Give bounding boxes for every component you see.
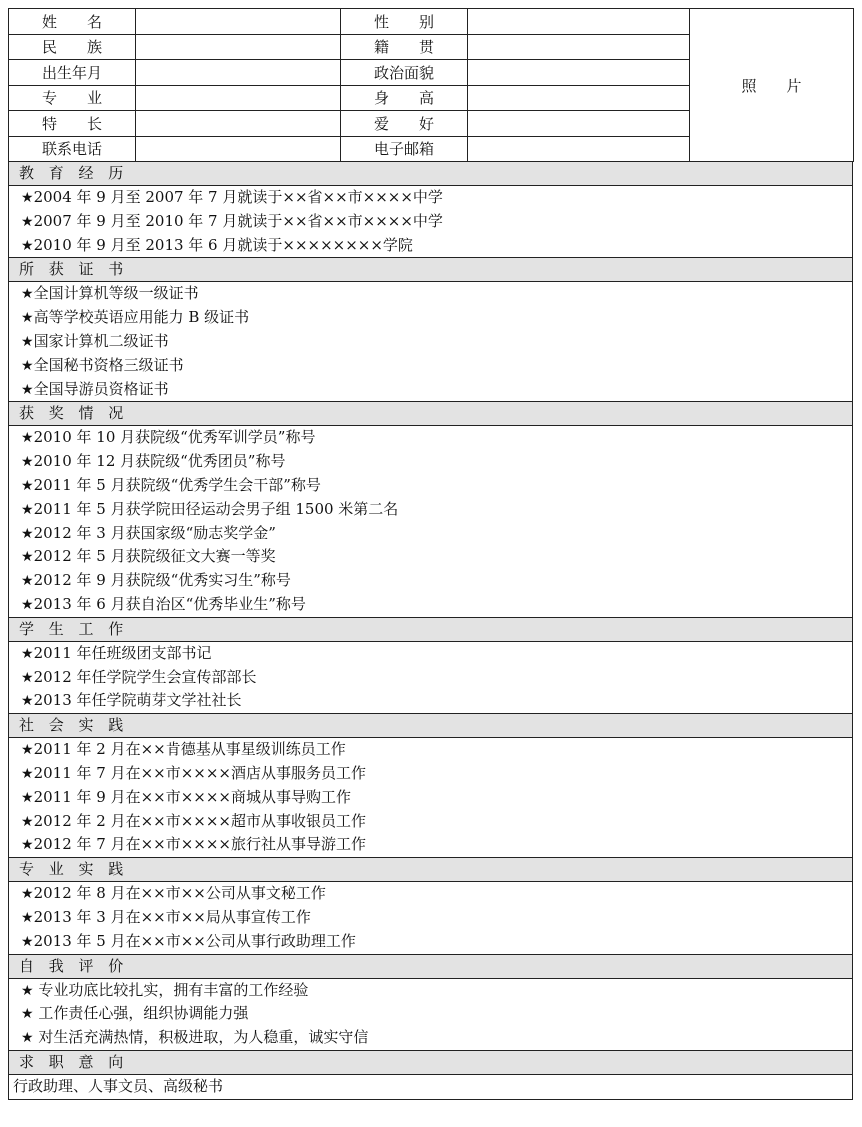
star-bullet-icon: ★ [21,286,34,303]
info-label: 电子邮箱 [341,136,468,162]
info-label: 特 长 [9,111,136,137]
list-item-text: 专业功底比较扎实，拥有丰富的工作经验 [33,980,309,999]
info-value-field[interactable] [468,34,690,60]
star-bullet-icon: ★ [21,454,34,471]
list-item-text: 2011 年 9 月在××市××××商城从事导购工作 [33,787,351,806]
section-items [9,882,852,953]
list-item [21,306,852,330]
section-items [9,186,852,257]
section-title: 专 业 实 践 [9,858,852,882]
star-bullet-icon: ★ [21,525,34,542]
list-item [21,762,852,786]
list-item [21,930,852,954]
photo-placeholder: 照 片 [690,9,854,162]
certificates-section [8,258,853,402]
list-item-text: 2011 年任班级团支部书记 [33,643,212,662]
list-item [21,786,852,810]
list-item [21,330,852,354]
resume-sheet [8,8,853,1100]
list-item-text: 全国计算机等级一级证书 [33,284,199,303]
list-item [21,378,852,402]
list-item-text: 2011 年 5 月获学院田径运动会男子组 1500 米第二名 [33,499,399,518]
info-value-field[interactable] [468,85,690,111]
section-items [9,282,852,401]
list-item-text: 行政助理、人事文员、高级秘书 [13,1076,224,1095]
section-items [9,642,852,713]
list-item [21,738,852,762]
list-item [21,1002,852,1026]
list-item-text: 2012 年 3 月获国家级“励志奖学金” [33,523,276,542]
list-item [21,450,852,474]
star-bullet-icon: ★ [21,886,34,903]
list-item-text: 2013 年 6 月获自治区“优秀毕业生”称号 [33,594,306,613]
info-row [9,9,854,35]
list-item-text: 2012 年 7 月在××市××××旅行社从事导游工作 [33,835,366,854]
list-item [21,354,852,378]
list-item [21,474,852,498]
list-item-text: 2012 年任学院学生会宣传部部长 [33,667,257,686]
list-item [21,522,852,546]
info-label: 身 高 [341,85,468,111]
list-item-text: 2010 年 9 月至 2013 年 6 月就读于××××××××学院 [33,235,413,254]
info-label: 姓 名 [9,9,136,35]
star-bullet-icon: ★ [21,310,34,327]
info-value-field[interactable] [136,111,341,137]
star-bullet-icon: ★ [21,596,34,613]
info-value-field[interactable] [136,34,341,60]
list-item [13,1075,852,1099]
info-value-field[interactable] [468,136,690,162]
info-label: 专 业 [9,85,136,111]
list-item [21,569,852,593]
list-item [21,689,852,713]
section-title: 学 生 工 作 [9,618,852,642]
education-section [8,162,853,258]
star-bullet-icon: ★ [21,549,34,566]
list-item-text: 2012 年 5 月获院级征文大赛一等奖 [33,547,276,566]
list-item-text: 2010 年 12 月获院级“优秀团员”称号 [33,452,286,471]
list-item [21,234,852,258]
list-item-text: 全国导游员资格证书 [33,379,169,398]
star-bullet-icon: ★ [21,813,34,830]
personal-info-table [8,8,854,162]
star-bullet-icon: ★ [21,213,34,230]
student-work-section [8,618,853,714]
list-item-text: 2013 年任学院萌芽文学社社长 [33,691,242,710]
list-item-text: 高等学校英语应用能力 B 级证书 [33,308,250,327]
list-item [21,642,852,666]
list-item-text: 2011 年 7 月在××市××××酒店从事服务员工作 [33,763,366,782]
star-bullet-icon: ★ [21,237,34,254]
star-bullet-icon: ★ [21,357,34,374]
info-value-field[interactable] [468,60,690,86]
list-item-text: 2012 年 9 月获院级“优秀实习生”称号 [33,571,291,590]
section-title: 求 职 意 向 [9,1051,852,1075]
section-title: 教 育 经 历 [9,162,852,186]
info-value-field[interactable] [136,9,341,35]
list-item [21,666,852,690]
list-item-text: 2013 年 5 月在××市××公司从事行政助理工作 [33,931,356,950]
list-item [21,833,852,857]
list-item [21,426,852,450]
self-evaluation-section [8,955,853,1051]
list-item-text: 2012 年 8 月在××市××公司从事文秘工作 [33,884,326,903]
section-title: 所 获 证 书 [9,258,852,282]
star-bullet-icon: ★ [21,477,34,494]
list-item [21,282,852,306]
list-item [21,593,852,617]
star-bullet-icon: ★ [21,381,34,398]
star-bullet-icon: ★ [21,982,34,999]
info-value-field[interactable] [468,111,690,137]
info-value-field[interactable] [136,85,341,111]
star-bullet-icon: ★ [21,693,34,710]
star-bullet-icon: ★ [21,789,34,806]
list-item [21,810,852,834]
section-items [9,979,852,1050]
list-item-text: 2013 年 3 月在××市××局从事宣传工作 [33,907,311,926]
star-bullet-icon: ★ [21,1030,34,1047]
list-item-text: 对生活充满热情，积极进取，为人稳重，诚实守信 [33,1028,369,1047]
star-bullet-icon: ★ [21,742,34,759]
list-item-text: 2011 年 5 月获院级“优秀学生会干部”称号 [33,475,321,494]
list-item [21,210,852,234]
section-title: 社 会 实 践 [9,714,852,738]
list-item [21,1026,852,1050]
list-item-text: 国家计算机二级证书 [33,331,169,350]
list-item [21,882,852,906]
star-bullet-icon: ★ [21,909,34,926]
list-item-text: 工作责任心强，组织协调能力强 [33,1004,249,1023]
awards-section [8,402,853,617]
list-item [21,979,852,1003]
list-item [21,545,852,569]
info-label: 籍 贯 [341,34,468,60]
star-bullet-icon: ★ [21,333,34,350]
star-bullet-icon: ★ [21,190,34,206]
star-bullet-icon: ★ [21,669,34,686]
list-item-text: 全国秘书资格三级证书 [33,355,184,374]
info-label: 爱 好 [341,111,468,137]
professional-practice-section [8,858,853,954]
social-practice-section [8,714,853,858]
info-value-field[interactable] [136,60,341,86]
info-value-field[interactable] [136,136,341,162]
list-item-text: 2004 年 9 月至 2007 年 7 月就读于××省××市××××中学 [33,188,443,206]
list-item [21,906,852,930]
job-objective-section [8,1051,853,1100]
info-label: 联系电话 [9,136,136,162]
star-bullet-icon: ★ [21,645,34,662]
list-item-text: 2007 年 9 月至 2010 年 7 月就读于××省××市××××中学 [33,211,443,230]
section-title: 获 奖 情 况 [9,402,852,426]
list-item [21,186,852,210]
star-bullet-icon: ★ [21,837,34,854]
star-bullet-icon: ★ [21,573,34,590]
star-bullet-icon: ★ [21,501,34,518]
list-item-text: 2011 年 2 月在××肯德基从事星级训练员工作 [33,740,346,759]
info-value-field[interactable] [468,9,690,35]
section-items [9,738,852,857]
star-bullet-icon: ★ [21,933,34,950]
info-label: 出生年月 [9,60,136,86]
info-label: 性 别 [341,9,468,35]
star-bullet-icon: ★ [21,765,34,782]
section-items [9,1075,852,1099]
star-bullet-icon: ★ [21,1006,34,1023]
list-item-text: 2010 年 10 月获院级“优秀军训学员”称号 [33,428,316,447]
list-item-text: 2012 年 2 月在××市××××超市从事收银员工作 [33,811,366,830]
info-label: 民 族 [9,34,136,60]
list-item [21,498,852,522]
section-items [9,426,852,616]
star-bullet-icon: ★ [21,430,34,447]
info-label: 政治面貌 [341,60,468,86]
section-title: 自 我 评 价 [9,955,852,979]
